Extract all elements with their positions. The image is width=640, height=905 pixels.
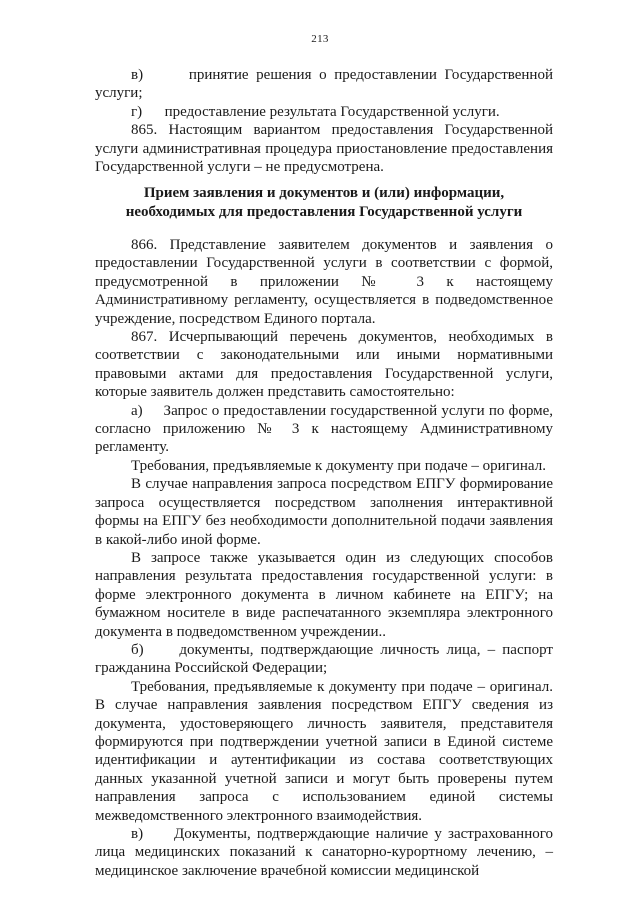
- paragraph-item-g: г) предоставление результата Государственной услуги.: [131, 103, 500, 120]
- paragraph-866: 866. Представление заявителем документов и заявления о предоставлении Государственной услуги в соответствии с формой, предусмотренной в приложении № 3 к настоящему Административному регламенту, осуществляется в подведомственное учреждение, посредством Единого портала.: [95, 237, 553, 327]
- paragraph-item-v: в) принятие решения о предоставлении Государственной услуги;: [95, 67, 553, 102]
- paragraph-item-b: б) документы, подтверждающие личность лица, – паспорт гражданина Российской Федерации;: [95, 641, 553, 677]
- paragraph-requirements-2: Требования, предъявляемые к документу при подаче – оригинал. В случае направления заявления посредством ЕПГУ сведения из документа, удостоверяющего личность заявителя, представителя формируются при подтверждении учетной записи в Единой системе идентификации и аутентификации из состава соответствующих данных указанной учетной записи и могут быть проверены путем направления запроса с использованием единой системы межведомственного электронного взаимодействия.: [95, 678, 553, 824]
- paragraph-requirements-1: Требования, предъявляемые к документу при подаче – оригинал.: [131, 457, 546, 474]
- section-heading: [95, 184, 553, 222]
- paragraph-epgu-request: В случае направления запроса посредством ЕПГУ формирование запроса осуществляется посредством заполнения интерактивной формы на ЕПГУ без необходимости дополнительной подачи заявления в какой-либо иной форме.: [95, 476, 553, 548]
- paragraph-item-v-documents: в) Документы, подтверждающие наличие у застрахованного лица медицинских показаний к санаторно-курортному лечению, – медицинское заключение врачебной комиссии медицинской: [95, 826, 553, 879]
- section-heading-line-2: необходимых для предоставления Государственной услуги: [125, 204, 523, 220]
- paragraph-867: 867. Исчерпывающий перечень документов, необходимых в соответствии с законодательными или иными нормативными правовыми актами для предоставления Государственной услуги, которые заявитель должен представить самостоятельно:: [95, 329, 553, 401]
- page-number: 213: [311, 33, 329, 45]
- text-block-top: [95, 66, 553, 176]
- section-heading-line-1: Прием заявления и документов и (или) информации,: [143, 185, 505, 201]
- paragraph-result-methods: В запросе также указывается один из следующих способов направления результата предоставления государственной услуги: в форме электронного документа в личном кабинете на ЕПГУ; на бумажном носителе в виде распечатанного экземпляра электронного документа в подведомственном учреждении..: [95, 549, 553, 640]
- text-block-main: [95, 236, 553, 880]
- paragraph-865: 865. Настоящим вариантом предоставления Государственной услуги административная процедура приостановление предоставления Государственной услуги – не предусмотрена.: [95, 122, 553, 176]
- paragraph-item-a: а) Запрос о предоставлении государственной услуги по форме, согласно приложению № 3 к настоящему Административному регламенту.: [95, 402, 553, 456]
